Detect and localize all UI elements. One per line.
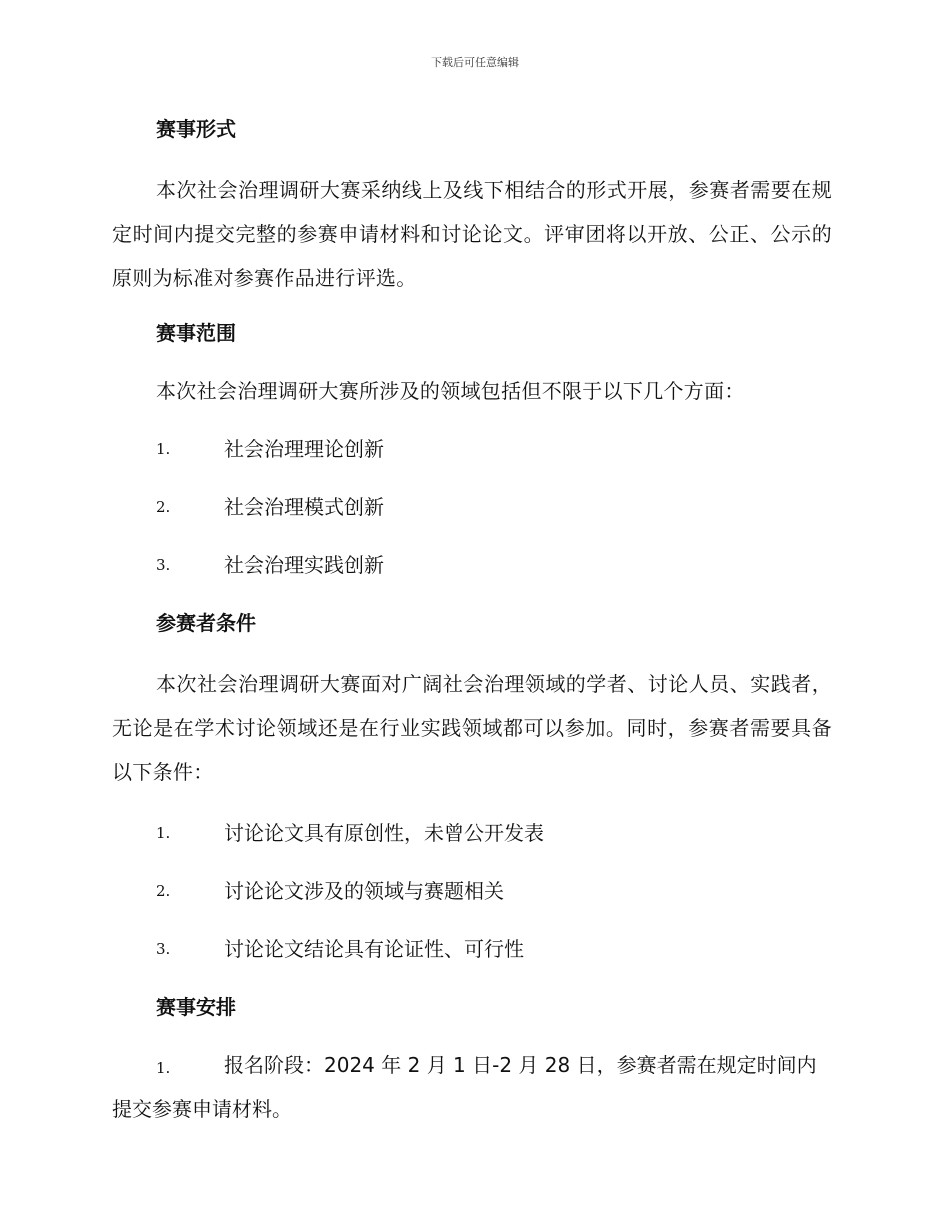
list-item-text: 报名阶段：2024 年 2 月 1 日-2 月 28 日，参赛者需在规定时间内提交参赛申请材料。	[112, 1053, 817, 1121]
list-item-text: 讨论论文涉及的领域与赛题相关	[224, 879, 504, 903]
list-item-text: 社会治理模式创新	[224, 495, 384, 519]
list-item-text: 社会治理实践创新	[224, 553, 384, 577]
schedule-list	[112, 1043, 832, 1131]
list-item	[112, 546, 832, 584]
conditions-list	[112, 814, 832, 968]
list-item-text: 讨论论文结论具有论证性、可行性	[224, 937, 524, 961]
section-heading-scope: 赛事范围	[156, 321, 236, 345]
list-item-number: 1.	[156, 440, 171, 458]
page-header-note: 下载后可任意编辑	[431, 56, 519, 69]
list-item-number: 3.	[156, 940, 171, 958]
list-item-text: 讨论论文具有原创性，未曾公开发表	[224, 821, 544, 845]
section-heading-format: 赛事形式	[156, 117, 236, 141]
list-item-number: 1.	[156, 1059, 171, 1077]
section-heading-schedule: 赛事安排	[156, 995, 236, 1019]
list-item-text: 社会治理理论创新	[224, 437, 384, 461]
list-item	[112, 488, 832, 526]
section-heading-conditions: 参赛者条件	[156, 611, 256, 635]
list-item-number: 2.	[156, 882, 171, 900]
list-item	[112, 430, 832, 468]
section-paragraph-conditions: 本次社会治理调研大赛面对广阔社会治理领域的学者、讨论人员、实践者，无论是在学术讨论领域还是在行业实践领域都可以参加。同时，参赛者需要具备以下条件：	[112, 672, 832, 784]
list-item	[112, 930, 832, 968]
section-paragraph-scope: 本次社会治理调研大赛所涉及的领域包括但不限于以下几个方面：	[156, 379, 745, 403]
list-item-number: 1.	[156, 824, 171, 842]
list-item	[112, 1043, 832, 1131]
list-item	[112, 872, 832, 910]
list-item-number: 2.	[156, 498, 171, 516]
document-body	[112, 110, 832, 1151]
scope-list	[112, 430, 832, 584]
list-item-number: 3.	[156, 556, 171, 574]
list-item	[112, 814, 832, 852]
section-paragraph-format: 本次社会治理调研大赛采纳线上及线下相结合的形式开展，参赛者需要在规定时间内提交完整的参赛申请材料和讨论论文。评审团将以开放、公正、公示的原则为标准对参赛作品进行评选。	[112, 178, 832, 290]
